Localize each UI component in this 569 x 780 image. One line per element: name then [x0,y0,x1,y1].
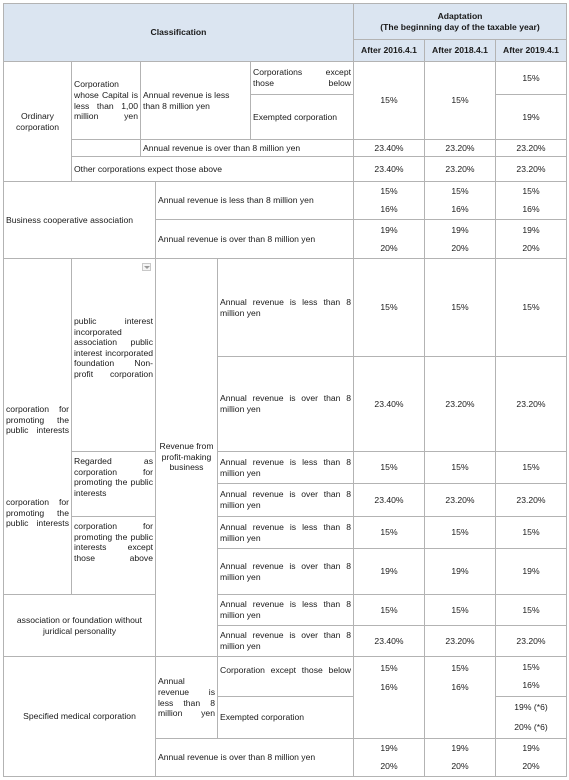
assoc-over-2019: 23.20% [495,625,567,657]
medical-except-2019-b: 16% [522,680,540,691]
public-g3-over-2018: 19% [424,548,496,595]
public-g3-less-2018: 15% [424,516,496,549]
bca-less-2019 [495,181,567,220]
medical-less-2018-b: 16% [451,681,469,692]
medical-over-2019-b: 20% [522,760,540,771]
assoc-rev-less: Annual revenue is less than 8 million yen [217,594,354,626]
medical-less-2016-b: 16% [380,681,398,692]
medical-over-2019 [495,738,567,777]
public-g2-over-2019: 23.20% [495,483,567,517]
medical-over-2016-b: 20% [380,760,398,771]
public-g2-over-2016: 23.40% [353,483,425,517]
bca-label: Business cooperative association [3,181,156,259]
bca-revenue-over: Annual revenue is over than 8 million yen [155,219,354,259]
public-g1-over-2018: 23.20% [424,356,496,452]
medical-exempt-2019-b: 20% (*6) [514,721,548,732]
public-interest-text-1: corporation for promoting the public interests [6,404,69,436]
medical-less-2018-a: 15% [451,663,469,673]
assoc-less-2016: 15% [353,594,425,626]
bca-less-2018 [424,181,496,220]
revenue-profit-making-label [155,258,218,657]
public-g2-over-2018: 23.20% [424,483,496,517]
adaptation-header [353,3,567,40]
bca-over-2018 [424,219,496,259]
bca-over-2016-b: 20% [380,242,398,253]
bca-over-2016 [353,219,425,259]
public-g2-rev-less: Annual revenue is less than 8 million yen [217,451,354,484]
ordinary-corporations-except: Corporations except those below [250,61,354,95]
public-interest-label-1 [3,258,72,450]
medical-exempt-2019 [495,696,567,739]
public-g2-rev-over: Annual revenue is over than 8 million yen [217,483,354,517]
public-g1-rev-less: Annual revenue is less than 8 million yen [217,258,354,357]
public-g3-less-2019: 15% [495,516,567,549]
classification-header: Classification [3,3,354,62]
medical-over-2016-a: 19% [380,743,398,754]
ordinary-except-2019: 15% [495,61,567,95]
medical-corp-except: Corporation except those below [217,656,354,697]
ordinary-revenue-less: Annual revenue is less than 8 million yen [140,61,251,140]
ordinary-less-2016: 15% [353,61,425,140]
bca-over-2016-a: 19% [380,224,398,235]
bca-less-2018-a: 15% [451,186,469,197]
public-g3-rev-less: Annual revenue is less than 8 million yen [217,516,354,549]
ordinary-revenue-over: Annual revenue is over than 8 million yen [140,139,354,157]
dropdown-arrow-icon[interactable] [142,263,151,271]
public-interest-text-2: corporation for promoting the public interests [6,497,69,529]
medical-exempted: Exempted corporation [217,696,354,739]
ordinary-other-2016: 23.40% [353,156,425,182]
bca-less-2019-b: 16% [522,203,540,214]
bca-over-2019 [495,219,567,259]
medical-except-2019 [495,656,567,697]
assoc-rev-over: Annual revenue is over than 8 million yen [217,625,354,657]
ordinary-exempt-2019: 19% [495,94,567,140]
medical-less-2016 [353,656,425,739]
medical-rev-over: Annual revenue is over than 8 million yen [155,738,354,777]
assoc-over-2016: 23.40% [353,625,425,657]
public-group2-label: Regarded as corporation for promoting the public interests [71,451,156,517]
public-g3-over-2016: 19% [353,548,425,595]
medical-over-2016 [353,738,425,777]
bca-over-2018-b: 20% [451,242,469,253]
medical-over-2018-a: 19% [451,743,469,754]
bca-over-2019-a: 19% [522,224,540,235]
ordinary-exempted: Exempted corporation [250,94,354,140]
ordinary-over-2018: 23.20% [424,139,496,157]
ordinary-corporation-label: Ordinary corporation [3,61,72,182]
medical-rev-less: Annual revenue is less than 8 million yen [155,656,218,739]
adaptation-subtitle: (The beginning day of the taxable year) [380,21,540,32]
bca-less-2019-a: 15% [522,186,540,197]
ordinary-over-2016: 23.40% [353,139,425,157]
public-g2-less-2016: 15% [353,451,425,484]
bca-over-2018-a: 19% [451,224,469,235]
adaptation-title: Adaptation [437,10,483,21]
public-g1-less-2018: 15% [424,258,496,357]
medical-over-2018-b: 20% [451,760,469,771]
public-g1-over-2016: 23.40% [353,356,425,452]
assoc-label: association or foundation without juridical personality [3,594,156,657]
bca-less-2016 [353,181,425,220]
medical-less-2018 [424,656,496,739]
assoc-less-2019: 15% [495,594,567,626]
medical-label: Specified medical corporation [3,656,156,777]
public-g2-less-2018: 15% [424,451,496,484]
ordinary-over-2019: 23.20% [495,139,567,157]
year-2016-header: After 2016.4.1 [353,39,425,62]
revenue-profit-making-text: Revenue from profit-making business [159,441,214,473]
public-g1-less-2016: 15% [353,258,425,357]
ordinary-other: Other corporations expect those above [71,156,354,182]
public-g3-less-2016: 15% [353,516,425,549]
ordinary-other-2019: 23.20% [495,156,567,182]
year-2018-header: After 2018.4.1 [424,39,496,62]
public-group1-text: public interest incorporated association public interest incorporated foundation Non-profit corporation [74,316,153,379]
public-interest-label-2 [3,450,72,595]
bca-over-2019-b: 20% [522,242,540,253]
medical-over-2018 [424,738,496,777]
bca-less-2016-b: 16% [380,203,398,214]
medical-exempt-2019-a: 19% (*6) [514,702,548,713]
bca-revenue-less: Annual revenue is less than 8 million yen [155,181,354,220]
public-g3-over-2019: 19% [495,548,567,595]
medical-except-2019-a: 15% [522,661,540,672]
public-group1-label [71,258,156,452]
public-g1-less-2019: 15% [495,258,567,357]
bca-less-2018-b: 16% [451,203,469,214]
assoc-less-2018: 15% [424,594,496,626]
bca-less-2016-a: 15% [380,186,398,197]
public-g1-over-2019: 23.20% [495,356,567,452]
ordinary-less-2018: 15% [424,61,496,140]
ordinary-other-2018: 23.20% [424,156,496,182]
assoc-over-2018: 23.20% [424,625,496,657]
ordinary-small-capital: Corporation whose Capital is less than 1,00 million yen [71,61,141,140]
public-g3-rev-over: Annual revenue is over than 8 million yen [217,548,354,595]
public-g1-rev-over: Annual revenue is over than 8 million yen [217,356,354,452]
public-g2-less-2019: 15% [495,451,567,484]
year-2019-header: After 2019.4.1 [495,39,567,62]
medical-over-2019-a: 19% [522,743,540,754]
medical-less-2016-a: 15% [380,663,398,673]
public-group3-label: corporation for promoting the public interests except those above [71,516,156,595]
